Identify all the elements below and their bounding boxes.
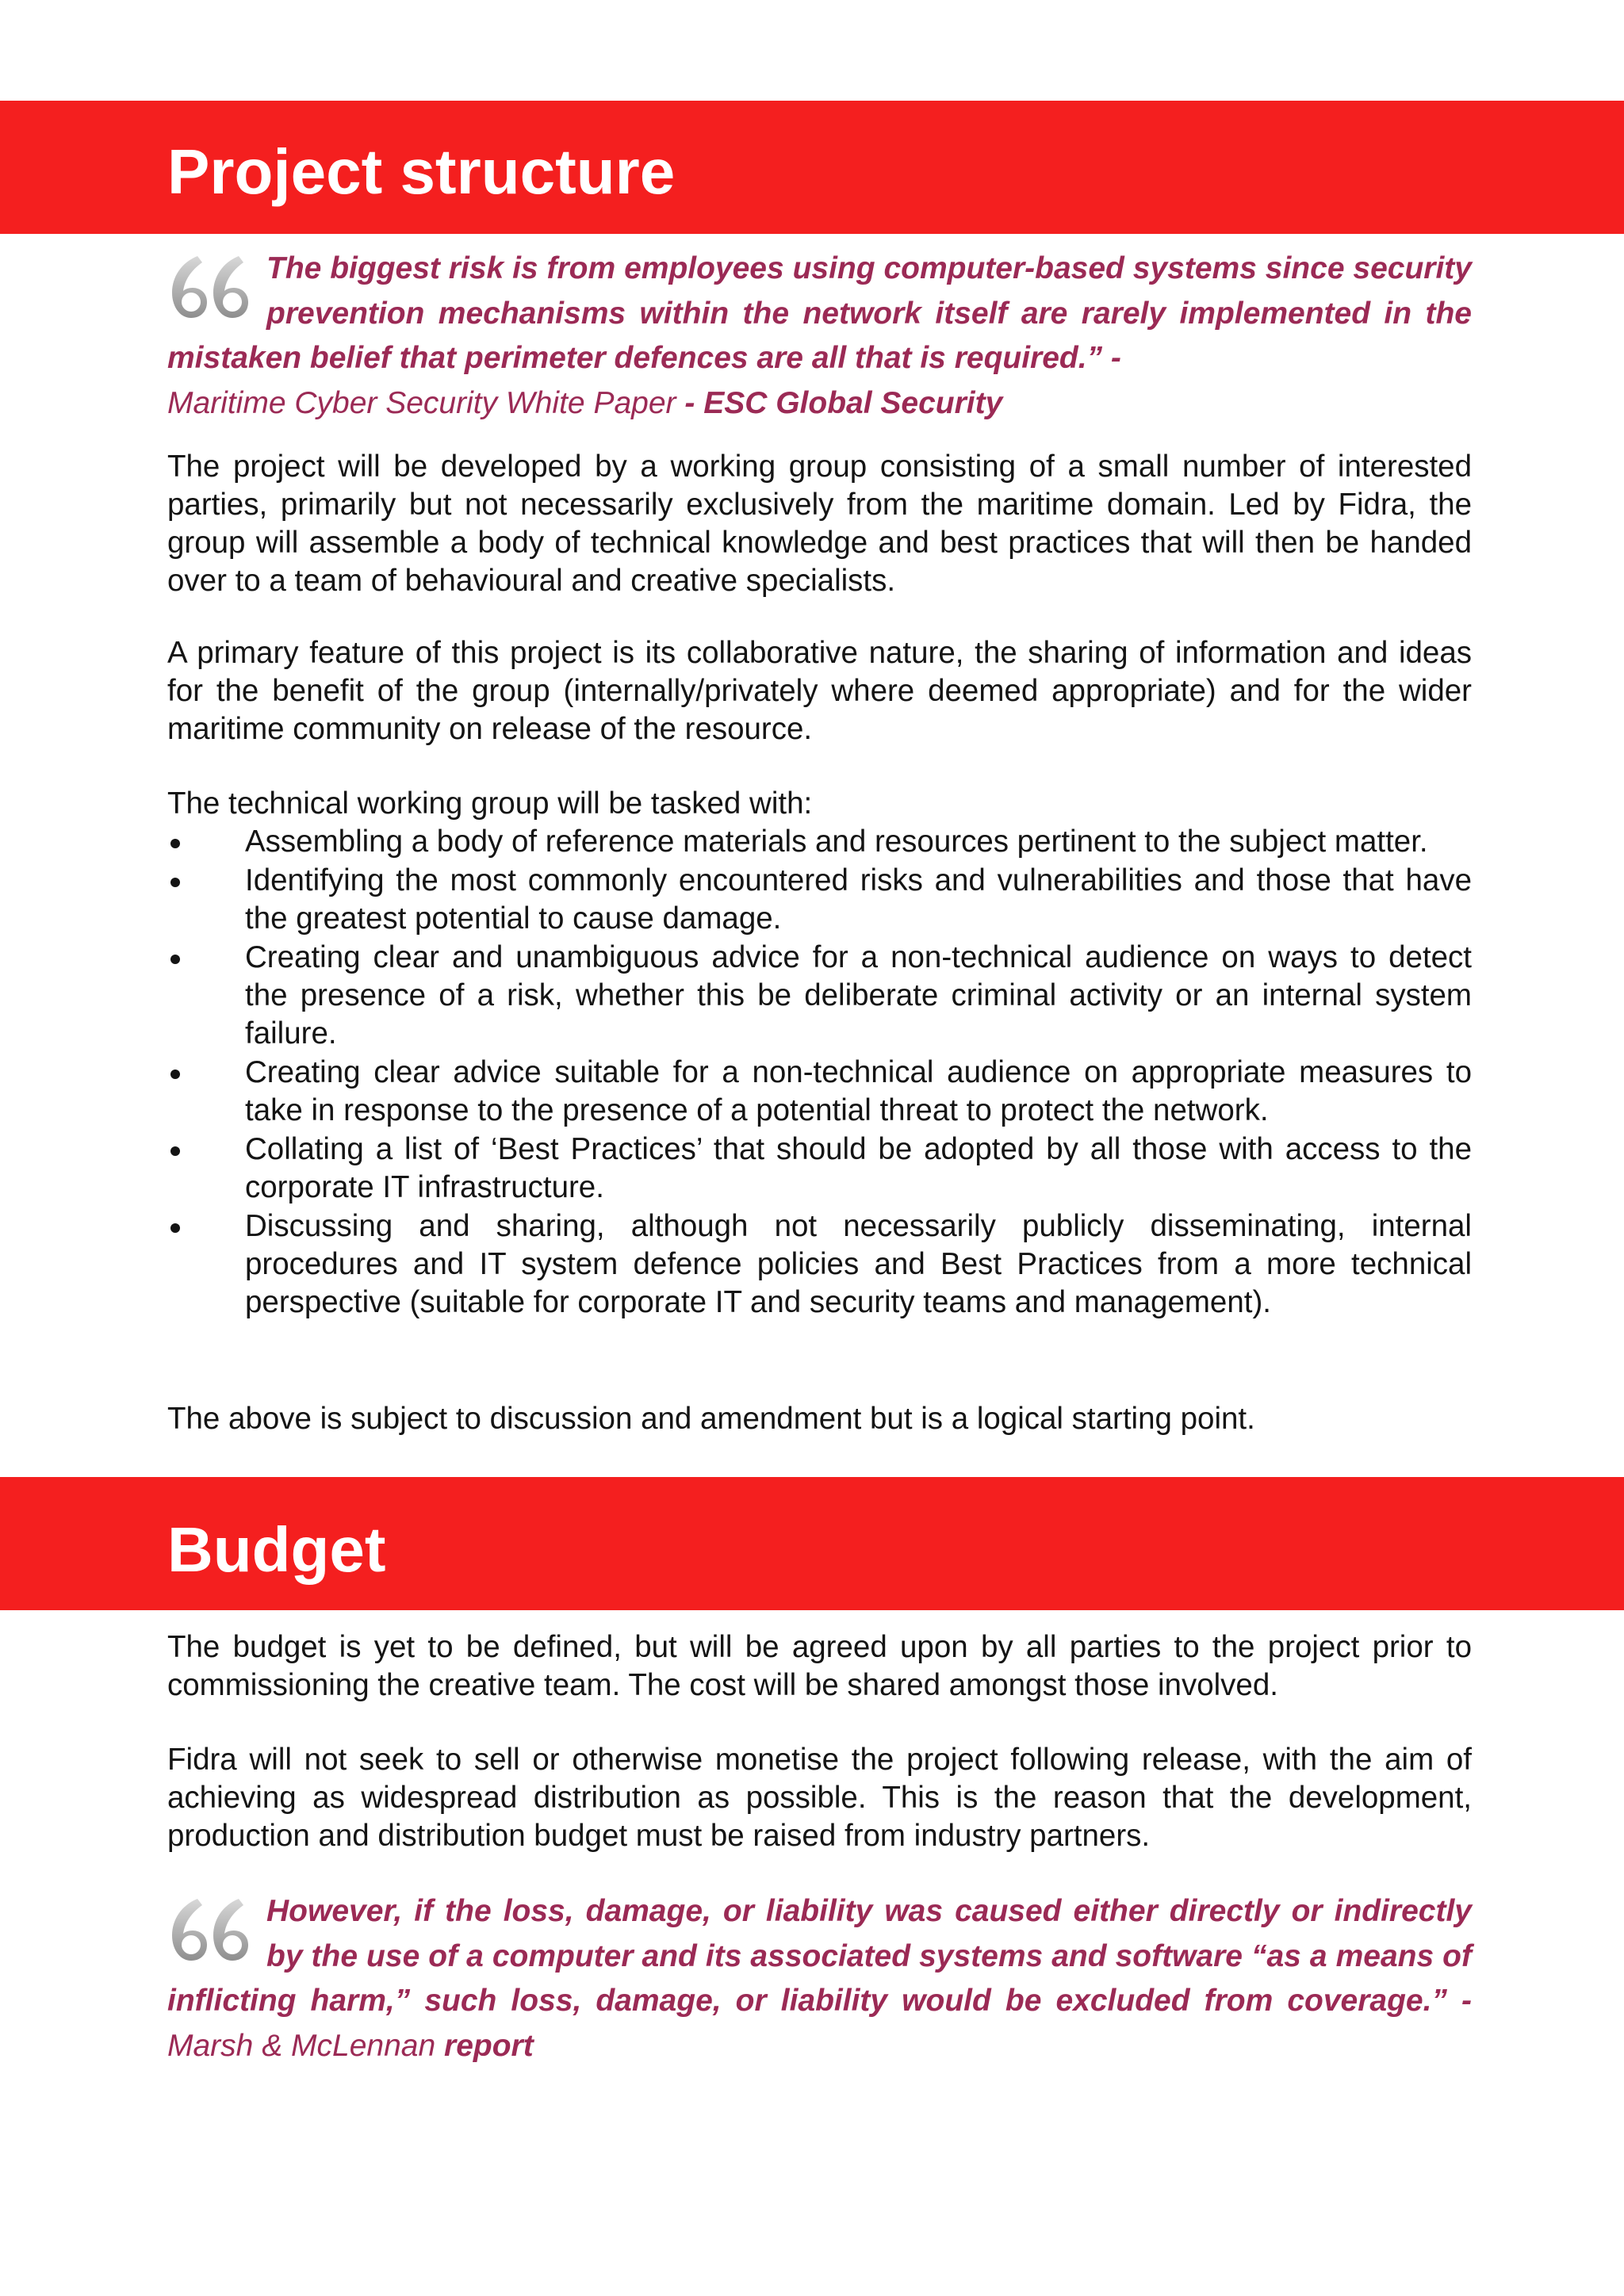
quote-mark-icon <box>167 1894 266 1973</box>
list-item <box>167 939 1472 1053</box>
list-item-text: Creating clear and unambiguous advice for a non-technical audience on ways to detect the presence of a risk, whether this be deliberate criminal activity or an internal system failure. <box>245 940 1472 1050</box>
list-item <box>167 1131 1472 1207</box>
list-item-text: Discussing and sharing, although not necessarily publicly disseminating, internal procedures and IT system defence policies and Best Practices from a more technical perspective (suitable for corporate IT and security teams and management). <box>245 1209 1472 1319</box>
quote-text: The biggest risk is from employees using computer-based systems since security prevention mechanisms within the network itself are rarely implemented in the mistaken belief that perimeter defences are all that is required.” - <box>167 251 1472 375</box>
paragraph-text: A primary feature of this project is its collaborative nature, the sharing of information and ideas for the benefit of the group (internally/privately where deemed appropriate) and for the wider maritime community on release of the resource. <box>167 636 1472 746</box>
bullet-icon <box>170 1223 180 1233</box>
paragraph <box>167 634 1472 748</box>
paragraph-text: Fidra will not seek to sell or otherwise monetise the project following release, with the aim of achieving as widespread distribution as possible. This is the reason that the development, production and distribution budget must be raised from industry partners. <box>167 1743 1472 1853</box>
list-item <box>167 1207 1472 1322</box>
pull-quote <box>167 247 1472 426</box>
paragraph <box>167 785 1472 823</box>
quote-attribution: report <box>444 2028 534 2063</box>
task-list <box>167 823 1472 1322</box>
bullet-icon <box>170 839 180 848</box>
quote-source: Maritime Cyber Security White Paper <box>167 385 676 420</box>
bullet-icon <box>170 878 180 887</box>
section-header-band <box>0 101 1624 234</box>
paragraph-text: The budget is yet to be defined, but will be agreed upon by all parties to the project prior to commissioning the creative team. The cost will be shared amongst those involved. <box>167 1630 1472 1702</box>
list-item-text: Identifying the most commonly encountered risks and vulnerabilities and those that have the greatest potential to cause damage. <box>245 863 1472 936</box>
quote-mark-icon <box>167 251 266 331</box>
quote-text: However, if the loss, damage, or liability was caused either directly or indirectly by the use of a computer and its associated systems and software “as a means of inflicting harm,” such loss, damage, or liability would be excluded from coverage.” - <box>167 1894 1472 2018</box>
list-item-text: Assembling a body of reference materials and resources pertinent to the subject matter. <box>245 825 1428 859</box>
paragraph <box>167 1400 1472 1438</box>
quote-source: Marsh & McLennan <box>167 2028 445 2063</box>
list-item <box>167 1054 1472 1130</box>
list-item-text: Creating clear advice suitable for a non-technical audience on appropriate measures to take in response to the presence of a potential threat to protect the network. <box>245 1055 1472 1127</box>
list-intro: The technical working group will be tasked with: <box>167 786 813 821</box>
list-item <box>167 823 1472 861</box>
closing-text: The above is subject to discussion and amendment but is a logical starting point. <box>167 1402 1255 1436</box>
quote-attribution: - ESC Global Security <box>676 385 1003 420</box>
section-heading-budget: Budget <box>167 1514 386 1585</box>
section-heading-project-structure: Project structure <box>167 136 676 207</box>
paragraph-text: The project will be developed by a working group consisting of a small number of interested parties, primarily but not necessarily exclusively from the maritime domain. Led by Fidra, the group will assemble a body of technical knowledge and best practices that will then be handed over to a team of behavioural and creative specialists. <box>167 450 1472 598</box>
bullet-icon <box>170 955 180 964</box>
section-header-band <box>0 1477 1624 1610</box>
paragraph <box>167 1741 1472 1855</box>
paragraph <box>167 448 1472 600</box>
bullet-icon <box>170 1070 180 1079</box>
paragraph <box>167 1628 1472 1705</box>
pull-quote <box>167 1889 1472 2068</box>
list-item-text: Collating a list of ‘Best Practices’ that should be adopted by all those with access to the corporate IT infrastructure. <box>245 1132 1472 1204</box>
list-item <box>167 862 1472 938</box>
bullet-icon <box>170 1146 180 1156</box>
